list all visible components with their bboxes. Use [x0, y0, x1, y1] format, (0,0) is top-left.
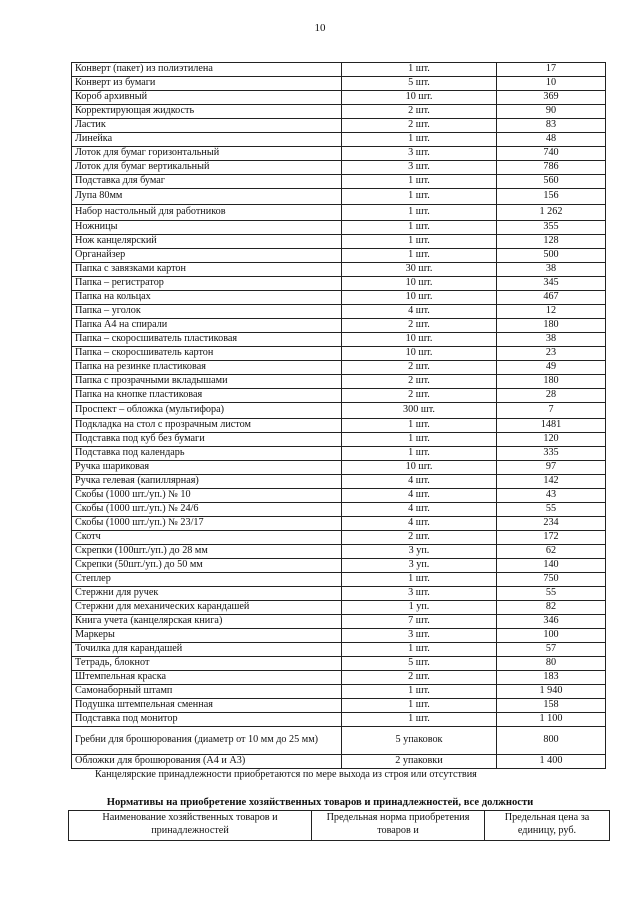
- item-norm: 10 шт.: [342, 91, 497, 105]
- table-row: [72, 573, 606, 587]
- item-price: 120: [497, 433, 606, 447]
- item-norm: 3 уп.: [342, 559, 497, 573]
- item-price: 346: [497, 615, 606, 629]
- item-price: 57: [497, 643, 606, 657]
- item-norm: 1 шт.: [342, 133, 497, 147]
- item-price: 800: [497, 727, 606, 755]
- item-name: Скобы (1000 шт./уп.) № 24/6: [72, 503, 342, 517]
- item-norm: 10 шт.: [342, 333, 497, 347]
- item-norm: 2 шт.: [342, 531, 497, 545]
- item-norm: 2 шт.: [342, 105, 497, 119]
- table-row: [72, 319, 606, 333]
- item-norm: 1 шт.: [342, 205, 497, 221]
- item-name: Папка А4 на спирали: [72, 319, 342, 333]
- item-price: 97: [497, 461, 606, 475]
- item-price: 500: [497, 249, 606, 263]
- item-name: Папка – скоросшиватель пластиковая: [72, 333, 342, 347]
- item-price: 345: [497, 277, 606, 291]
- item-price: 183: [497, 671, 606, 685]
- item-norm: 2 шт.: [342, 375, 497, 389]
- item-name: Конверт из бумаги: [72, 77, 342, 91]
- item-price: 335: [497, 447, 606, 461]
- table-row: [72, 671, 606, 685]
- item-price: 12: [497, 305, 606, 319]
- item-price: 82: [497, 601, 606, 615]
- item-name: Тетрадь, блокнот: [72, 657, 342, 671]
- item-name: Подставка под куб без бумаги: [72, 433, 342, 447]
- item-price: 156: [497, 189, 606, 205]
- item-norm: 3 шт.: [342, 161, 497, 175]
- table-row: [72, 63, 606, 77]
- table-row: [72, 517, 606, 531]
- item-norm: 1 шт.: [342, 63, 497, 77]
- household-goods-table: [68, 810, 610, 841]
- item-name: Книга учета (канцелярская книга): [72, 615, 342, 629]
- item-price: 750: [497, 573, 606, 587]
- item-norm: 7 шт.: [342, 615, 497, 629]
- item-name: Ручка шариковая: [72, 461, 342, 475]
- table-row: [72, 559, 606, 573]
- item-price: 83: [497, 119, 606, 133]
- item-name: Папка на кнопке пластиковая: [72, 389, 342, 403]
- table-row: [72, 91, 606, 105]
- item-name: Лупа 80мм: [72, 189, 342, 205]
- item-norm: 300 шт.: [342, 403, 497, 419]
- item-norm: 1 уп.: [342, 601, 497, 615]
- item-norm: 10 шт.: [342, 347, 497, 361]
- item-price: 55: [497, 587, 606, 601]
- item-norm: 1 шт.: [342, 189, 497, 205]
- item-norm: 4 шт.: [342, 489, 497, 503]
- table-row: [72, 161, 606, 175]
- table-row: [72, 461, 606, 475]
- item-norm: 2 шт.: [342, 671, 497, 685]
- item-price: 180: [497, 319, 606, 333]
- item-norm: 4 шт.: [342, 475, 497, 489]
- item-norm: 1 шт.: [342, 685, 497, 699]
- item-norm: 2 шт.: [342, 389, 497, 403]
- item-norm: 2 шт.: [342, 119, 497, 133]
- item-name: Штемпельная краска: [72, 671, 342, 685]
- table-row: [72, 657, 606, 671]
- item-price: 38: [497, 263, 606, 277]
- table-row: [72, 235, 606, 249]
- item-name: Обложки для брошюрования (А4 и А3): [72, 755, 342, 769]
- item-name: Короб архивный: [72, 91, 342, 105]
- item-norm: 1 шт.: [342, 249, 497, 263]
- item-price: 49: [497, 361, 606, 375]
- item-norm: 2 упаковки: [342, 755, 497, 769]
- item-price: 369: [497, 91, 606, 105]
- item-price: 48: [497, 133, 606, 147]
- item-norm: 3 шт.: [342, 629, 497, 643]
- item-name: Стержни для ручек: [72, 587, 342, 601]
- item-name: Конверт (пакет) из полиэтилена: [72, 63, 342, 77]
- item-norm: 5 шт.: [342, 77, 497, 91]
- item-price: 62: [497, 545, 606, 559]
- table-row: [72, 433, 606, 447]
- item-price: 1481: [497, 419, 606, 433]
- stationery-note: Канцелярские принадлежности приобретаются по мере выхода из строя или отсутствия: [95, 769, 477, 780]
- table-row: [72, 205, 606, 221]
- item-name: Проспект – обложка (мультифора): [72, 403, 342, 419]
- table-row: [72, 175, 606, 189]
- table-row: [72, 403, 606, 419]
- item-name: Папка – регистратор: [72, 277, 342, 291]
- item-name: Папка с прозрачными вкладышами: [72, 375, 342, 389]
- table-row: [72, 419, 606, 433]
- item-price: 23: [497, 347, 606, 361]
- item-name: Гребни для брошюрования (диаметр от 10 мм до 25 мм): [72, 727, 342, 755]
- table-row: [72, 361, 606, 375]
- item-name: Нож канцелярский: [72, 235, 342, 249]
- item-name: Скрепки (100шт./уп.) до 28 мм: [72, 545, 342, 559]
- item-price: 10: [497, 77, 606, 91]
- item-price: 158: [497, 699, 606, 713]
- header-name: Наименование хозяйственных товаров и принадлежностей: [69, 811, 312, 841]
- table-row: [72, 475, 606, 489]
- table-row: [72, 249, 606, 263]
- item-name: Ластик: [72, 119, 342, 133]
- item-name: Скрепки (50шт./уп.) до 50 мм: [72, 559, 342, 573]
- item-price: 1 262: [497, 205, 606, 221]
- table-row: [72, 629, 606, 643]
- item-name: Скобы (1000 шт./уп.) № 23/17: [72, 517, 342, 531]
- item-norm: 3 шт.: [342, 147, 497, 161]
- table-row: [72, 105, 606, 119]
- table-row: [72, 699, 606, 713]
- item-name: Папка на кольцах: [72, 291, 342, 305]
- item-price: 80: [497, 657, 606, 671]
- table-row: [72, 291, 606, 305]
- item-price: 28: [497, 389, 606, 403]
- item-norm: 1 шт.: [342, 713, 497, 727]
- table-row: [72, 263, 606, 277]
- item-price: 560: [497, 175, 606, 189]
- item-name: Папка – уголок: [72, 305, 342, 319]
- item-name: Папка с завязками картон: [72, 263, 342, 277]
- table-row: [72, 77, 606, 91]
- table-row: [72, 531, 606, 545]
- page-number: 10: [314, 22, 326, 34]
- table-row: [72, 727, 606, 755]
- item-name: Папка – скоросшиватель картон: [72, 347, 342, 361]
- item-name: Скотч: [72, 531, 342, 545]
- item-norm: 3 уп.: [342, 545, 497, 559]
- item-price: 355: [497, 221, 606, 235]
- table-row: [72, 333, 606, 347]
- table-row: [72, 545, 606, 559]
- item-name: Ножницы: [72, 221, 342, 235]
- item-norm: 10 шт.: [342, 291, 497, 305]
- item-price: 180: [497, 375, 606, 389]
- item-norm: 10 шт.: [342, 277, 497, 291]
- item-norm: 1 шт.: [342, 235, 497, 249]
- item-name: Стержни для механических карандашей: [72, 601, 342, 615]
- table-row: [72, 133, 606, 147]
- item-norm: 3 шт.: [342, 587, 497, 601]
- item-norm: 1 шт.: [342, 699, 497, 713]
- item-name: Папка на резинке пластиковая: [72, 361, 342, 375]
- item-name: Подставка под монитор: [72, 713, 342, 727]
- header-price: Предельная цена за единицу, руб.: [485, 811, 610, 841]
- item-name: Лоток для бумаг горизонтальный: [72, 147, 342, 161]
- item-price: 172: [497, 531, 606, 545]
- item-norm: 1 шт.: [342, 175, 497, 189]
- item-norm: 1 шт.: [342, 433, 497, 447]
- item-norm: 5 шт.: [342, 657, 497, 671]
- table-row: [72, 277, 606, 291]
- item-name: Маркеры: [72, 629, 342, 643]
- item-norm: 2 шт.: [342, 319, 497, 333]
- header-norm: Предельная норма приобретения товаров и: [312, 811, 485, 841]
- table-row: [72, 305, 606, 319]
- item-norm: 10 шт.: [342, 461, 497, 475]
- item-norm: 4 шт.: [342, 517, 497, 531]
- item-norm: 1 шт.: [342, 419, 497, 433]
- item-norm: 4 шт.: [342, 305, 497, 319]
- item-price: 90: [497, 105, 606, 119]
- item-price: 740: [497, 147, 606, 161]
- table-row: [72, 643, 606, 657]
- item-norm: 4 шт.: [342, 503, 497, 517]
- table-row: [72, 221, 606, 235]
- item-norm: 2 шт.: [342, 361, 497, 375]
- item-name: Подушка штемпельная сменная: [72, 699, 342, 713]
- table-row: [72, 119, 606, 133]
- item-name: Набор настольный для работников: [72, 205, 342, 221]
- item-price: 1 100: [497, 713, 606, 727]
- table-row: [72, 147, 606, 161]
- item-price: 17: [497, 63, 606, 77]
- item-price: 38: [497, 333, 606, 347]
- item-price: 128: [497, 235, 606, 249]
- item-name: Подставка под календарь: [72, 447, 342, 461]
- table-row: [72, 189, 606, 205]
- item-name: Подставка для бумаг: [72, 175, 342, 189]
- item-name: Ручка гелевая (капиллярная): [72, 475, 342, 489]
- table-row: [72, 489, 606, 503]
- item-norm: 5 упаковок: [342, 727, 497, 755]
- table-row: [72, 755, 606, 769]
- item-price: 467: [497, 291, 606, 305]
- table-row: [72, 587, 606, 601]
- table-row: [72, 713, 606, 727]
- item-name: Степлер: [72, 573, 342, 587]
- item-name: Лоток для бумаг вертикальный: [72, 161, 342, 175]
- item-price: 1 940: [497, 685, 606, 699]
- item-name: Подкладка на стол с прозрачным листом: [72, 419, 342, 433]
- table-row: [72, 389, 606, 403]
- table-row: [72, 615, 606, 629]
- item-norm: 1 шт.: [342, 643, 497, 657]
- item-name: Скобы (1000 шт./уп.) № 10: [72, 489, 342, 503]
- item-price: 100: [497, 629, 606, 643]
- table-header-row: [69, 811, 610, 841]
- section-title: Нормативы на приобретение хозяйственных товаров и принадлежностей, все должности: [106, 797, 534, 808]
- item-norm: 1 шт.: [342, 573, 497, 587]
- item-norm: 1 шт.: [342, 221, 497, 235]
- item-norm: 1 шт.: [342, 447, 497, 461]
- table-row: [72, 503, 606, 517]
- stationery-table: [71, 62, 606, 769]
- table-row: [72, 347, 606, 361]
- item-name: Корректирующая жидкость: [72, 105, 342, 119]
- item-price: 1 400: [497, 755, 606, 769]
- table-row: [72, 601, 606, 615]
- item-name: Органайзер: [72, 249, 342, 263]
- item-name: Точилка для карандашей: [72, 643, 342, 657]
- item-price: 140: [497, 559, 606, 573]
- item-name: Линейка: [72, 133, 342, 147]
- table-row: [72, 375, 606, 389]
- item-price: 7: [497, 403, 606, 419]
- item-price: 142: [497, 475, 606, 489]
- item-price: 786: [497, 161, 606, 175]
- item-name: Самонаборный штамп: [72, 685, 342, 699]
- item-price: 234: [497, 517, 606, 531]
- table-row: [72, 447, 606, 461]
- item-price: 55: [497, 503, 606, 517]
- stationery-table-body: [72, 63, 606, 769]
- item-price: 43: [497, 489, 606, 503]
- table-row: [72, 685, 606, 699]
- item-norm: 30 шт.: [342, 263, 497, 277]
